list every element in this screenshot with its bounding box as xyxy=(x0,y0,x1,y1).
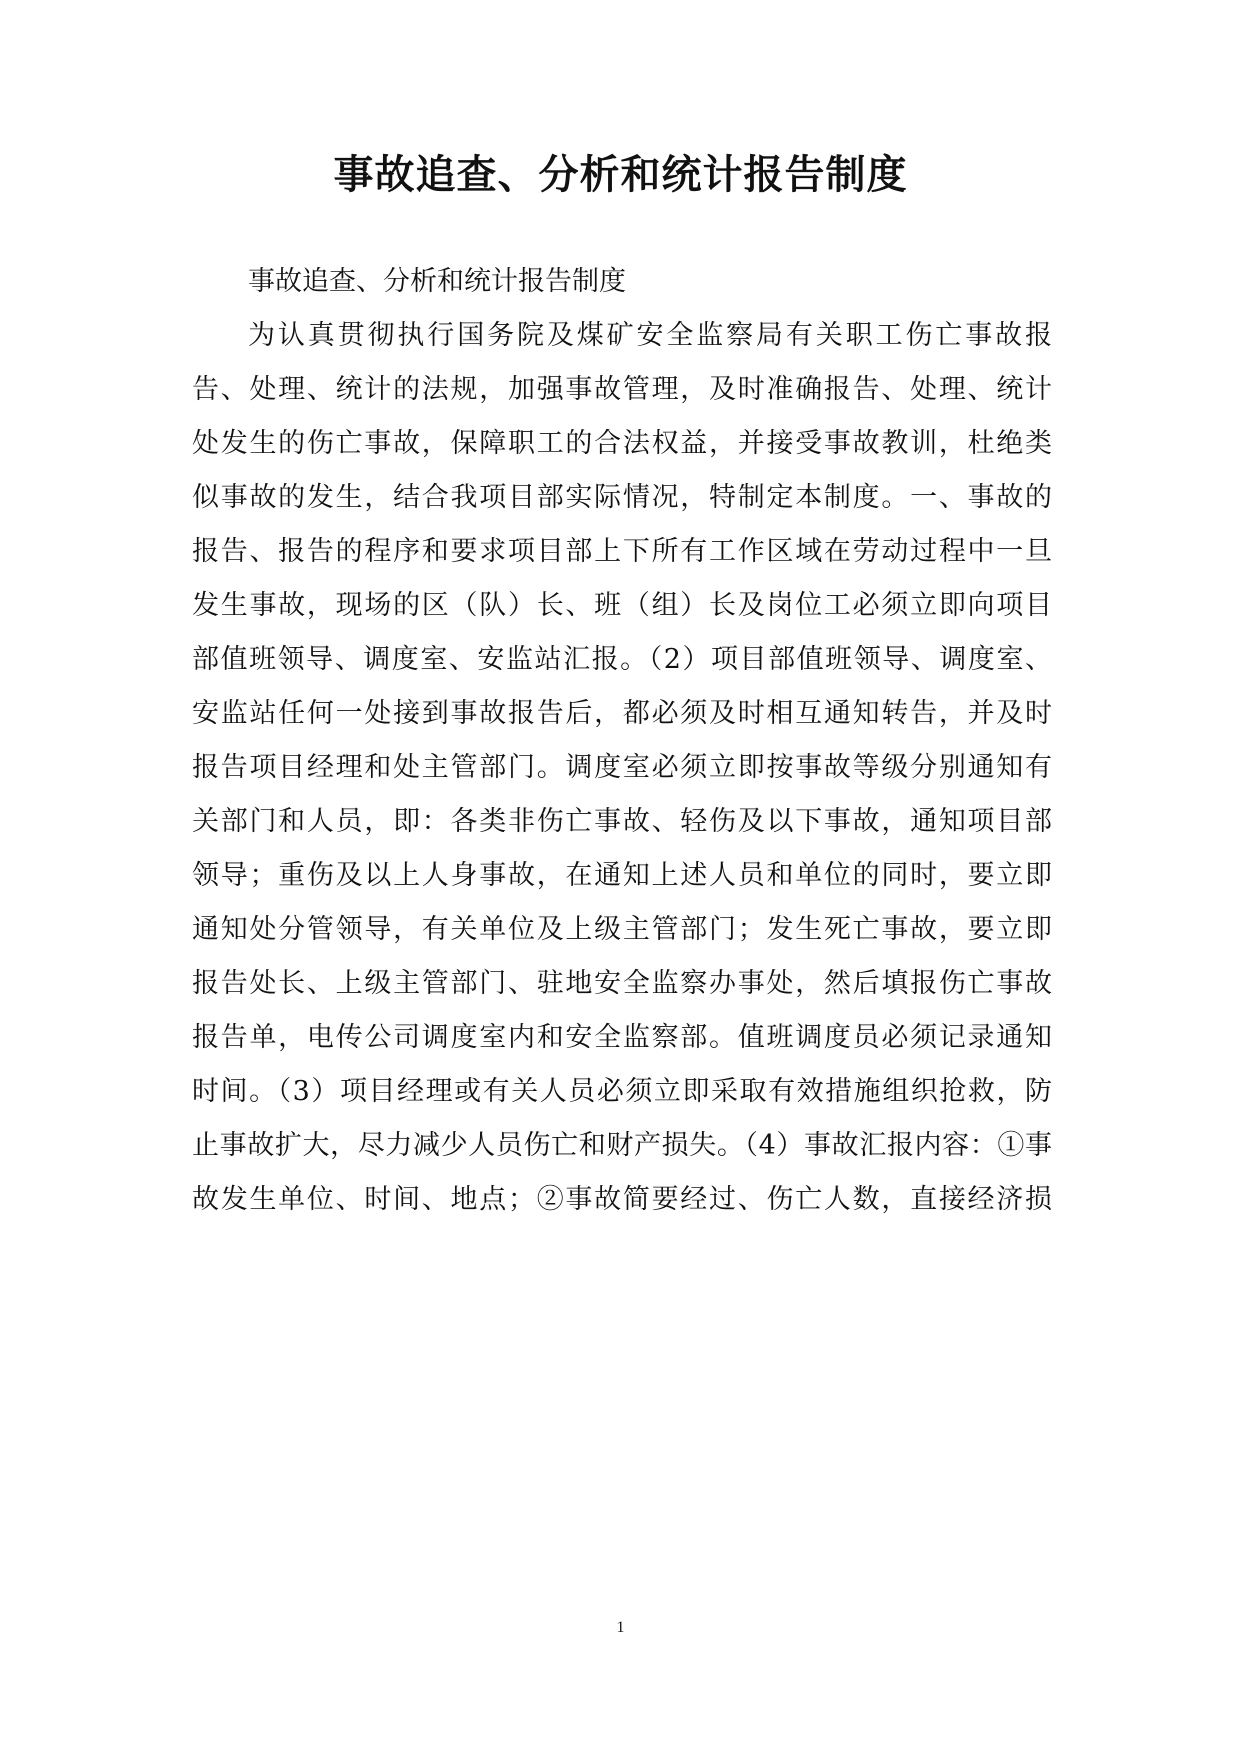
document-title: 事故追查、分析和统计报告制度 xyxy=(333,151,908,198)
body-line-11: 领导；重伤及以上人身事故，在通知上述人员和单位的同时，要立即 xyxy=(192,860,1052,891)
body-line-12: 通知处分管领导，有关单位及上级主管部门；发生死亡事故，要立即 xyxy=(192,914,1052,945)
body-line-4: 似事故的发生，结合我项目部实际情况，特制定本制度。一、事故的 xyxy=(192,482,1052,513)
body-line-2: 告、处理、统计的法规，加强事故管理，及时准确报告、处理、统计 xyxy=(192,374,1052,405)
body-line-17: 故发生单位、时间、地点；②事故简要经过、伤亡人数，直接经济损 xyxy=(192,1184,1052,1215)
page-number: 1 xyxy=(616,1619,625,1636)
body-line-16: 止事故扩大，尽力减少人员伤亡和财产损失。（4）事故汇报内容：①事 xyxy=(192,1130,1052,1161)
body-line-10: 关部门和人员，即：各类非伤亡事故、轻伤及以下事故，通知项目部 xyxy=(192,806,1052,837)
body-line-1: 为认真贯彻执行国务院及煤矿安全监察局有关职工伤亡事故报 xyxy=(248,320,1052,351)
body-line-6: 发生事故，现场的区（队）长、班（组）长及岗位工必须立即向项目 xyxy=(192,590,1052,621)
body-line-7: 部值班领导、调度室、安监站汇报。（2）项目部值班领导、调度室、 xyxy=(192,644,1052,675)
body-line-14: 报告单，电传公司调度室内和安全监察部。值班调度员必须记录通知 xyxy=(192,1022,1052,1053)
body-line-9: 报告项目经理和处主管部门。调度室必须立即按事故等级分别通知有 xyxy=(192,752,1052,783)
document-subtitle: 事故追查、分析和统计报告制度 xyxy=(248,266,626,297)
body-line-8: 安监站任何一处接到事故报告后，都必须及时相互通知转告，并及时 xyxy=(192,698,1052,729)
body-line-15: 时间。（3）项目经理或有关人员必须立即采取有效措施组织抢救，防 xyxy=(192,1076,1052,1107)
body-line-5: 报告、报告的程序和要求项目部上下所有工作区域在劳动过程中一旦 xyxy=(192,536,1052,567)
body-line-3: 处发生的伤亡事故，保障职工的合法权益，并接受事故教训，杜绝类 xyxy=(192,428,1052,459)
body-line-13: 报告处长、上级主管部门、驻地安全监察办事处，然后填报伤亡事故 xyxy=(192,968,1052,999)
